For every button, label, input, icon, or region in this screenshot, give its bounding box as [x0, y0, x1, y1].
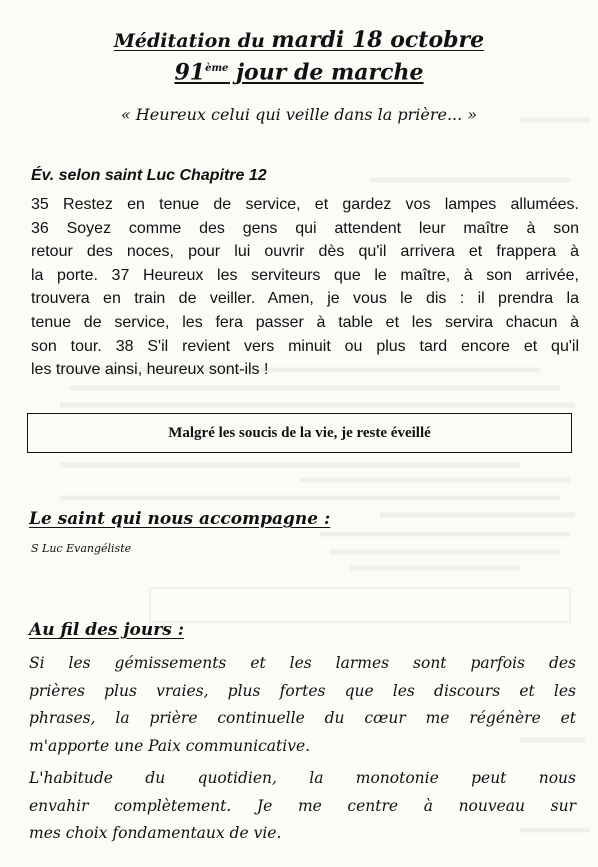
journey-paragraph-2 — [29, 765, 576, 848]
gospel-line: les trouve ainsi, heureux sont-ils ! — [31, 361, 269, 379]
resolution-text: Malgré les soucis de la vie, je reste éveillé — [168, 424, 431, 441]
resolution-box — [27, 413, 572, 453]
gospel-reference: Év. selon saint Luc Chapitre 12 — [31, 167, 267, 184]
gospel-line: 35 Restez en tenue de service, et gardez vos lampes allumées. — [31, 196, 579, 213]
journey-paragraph-1 — [29, 650, 576, 760]
gospel-line: tenue de service, les fera passer à table et les servira chacun à — [31, 313, 579, 331]
paragraph-line: prières plus vraies, plus fortes que les discours et les — [29, 681, 576, 700]
gospel-line: 36 Soyez comme des gens qui attendent leur maître à son — [31, 219, 579, 237]
gospel-line: trouvera en train de veiller. Amen, je vous le dis : il prendra la — [31, 290, 579, 308]
title-date: mardi 18 octobre — [271, 27, 485, 53]
gospel-line: son tour. 38 S'il revient vers minuit ou plus tard encore et qu'il — [31, 337, 579, 355]
gospel-text — [31, 193, 579, 382]
journey-heading: Au fil des jours : — [29, 620, 184, 640]
title-prefix: Méditation du — [113, 30, 272, 52]
title-day-number: 91 — [174, 59, 206, 86]
saint-heading: Le saint qui nous accompagne : — [29, 509, 331, 529]
paragraph-line: Si les gémissements et les larmes sont parfois des — [29, 654, 576, 672]
paragraph-line: phrases, la prière continuelle du cœur me régénère et — [29, 709, 576, 727]
paragraph-line: envahir complètement. Je me centre à nouveau sur — [29, 796, 576, 815]
page-subtitle: « Heureux celui qui veille dans la prière... » — [120, 105, 478, 124]
paragraph-line: L'habitude du quotidien, la monotonie peut nous — [29, 769, 576, 787]
title-day-suffix: ème — [205, 63, 229, 74]
title-day-rest: jour de marche — [228, 59, 424, 86]
gospel-line: la porte. 37 Heureux les serviteurs que le maître, à son arrivée, — [31, 266, 579, 284]
paragraph-line: m'apporte une Paix communicative. — [29, 736, 311, 755]
page-title — [0, 26, 598, 86]
gospel-line: retour des noces, pour lui ouvrir dès qu'il arrivera et frappera à — [31, 243, 579, 261]
paragraph-line: mes choix fondamentaux de vie. — [29, 824, 282, 842]
saint-name: S Luc Evangéliste — [31, 542, 132, 555]
